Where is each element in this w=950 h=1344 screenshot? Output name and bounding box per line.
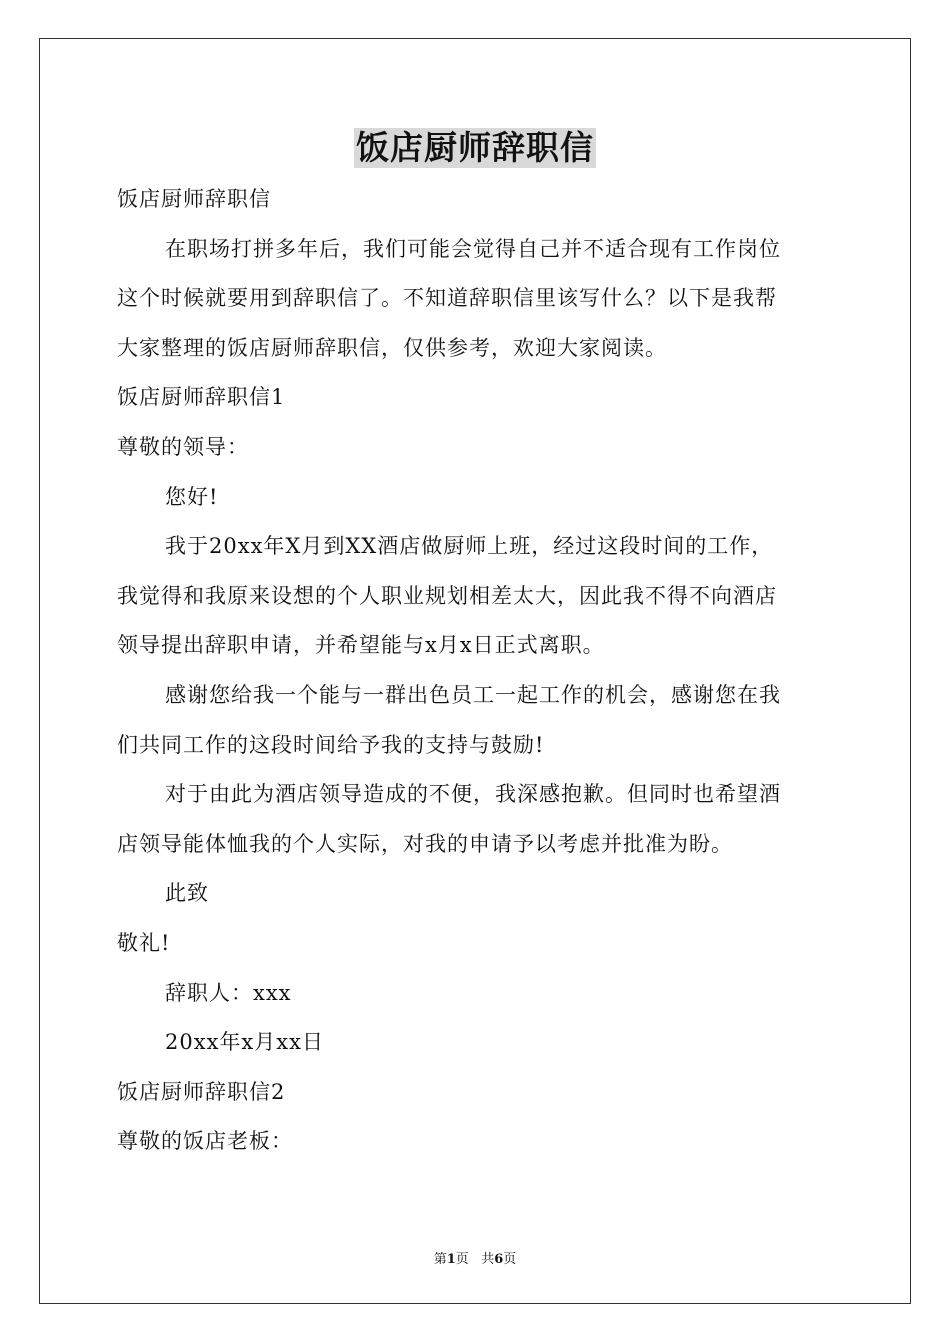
footer-total-prefix: 共: [481, 1252, 495, 1267]
paragraph-line: 这个时候就要用到辞职信了。不知道辞职信里该写什么？以下是我帮: [117, 286, 777, 311]
footer-page-number: 1: [446, 1252, 456, 1267]
greeting: 您好!: [165, 484, 219, 509]
document-title-text: 饭店厨师辞职信: [356, 128, 594, 167]
footer-prefix: 第: [433, 1252, 447, 1267]
salutation: 尊敬的饭店老板：: [117, 1129, 293, 1154]
page-footer: [0, 1248, 950, 1267]
signature-line: 辞职人：xxx: [165, 980, 292, 1005]
footer-total-pages: 6: [494, 1252, 504, 1267]
paragraph-line: 感谢您给我一个能与一群出色员工一起工作的机会，感谢您在我: [165, 682, 781, 707]
subtitle-line: 饭店厨师辞职信: [117, 187, 271, 211]
document-title: [0, 128, 950, 168]
paragraph-line: 大家整理的饭店厨师辞职信，仅供参考，欢迎大家阅读。: [117, 335, 667, 360]
date-line: 20xx年x月xx日: [165, 1030, 324, 1055]
paragraph-line: 我觉得和我原来设想的个人职业规划相差太大，因此我不得不向酒店: [117, 583, 777, 608]
closing-line: 此致: [165, 881, 209, 906]
footer-total-suffix: 页: [503, 1252, 517, 1267]
section-heading: 饭店厨师辞职信1: [117, 385, 286, 410]
paragraph-line: 店领导能体恤我的个人实际，对我的申请予以考虑并批准为盼。: [117, 831, 733, 856]
document-body: [117, 175, 833, 1167]
section-heading: 饭店厨师辞职信2: [117, 1079, 286, 1104]
paragraph-line: 我于20xx年X月到XX酒店做厨师上班，经过这段时间的工作，: [165, 534, 774, 559]
paragraph-line: 对于由此为酒店领导造成的不便，我深感抱歉。但同时也希望酒: [165, 782, 781, 807]
salutation: 尊敬的领导：: [117, 434, 249, 459]
footer-page-suffix: 页: [455, 1252, 469, 1267]
closing-salute: 敬礼!: [117, 930, 171, 955]
paragraph-line: 在职场打拼多年后，我们可能会觉得自己并不适合现有工作岗位: [165, 236, 781, 261]
paragraph-line: 们共同工作的这段时间给予我的支持与鼓励!: [117, 732, 545, 757]
paragraph-line: 领导提出辞职申请，并希望能与x月x日正式离职。: [117, 633, 605, 658]
